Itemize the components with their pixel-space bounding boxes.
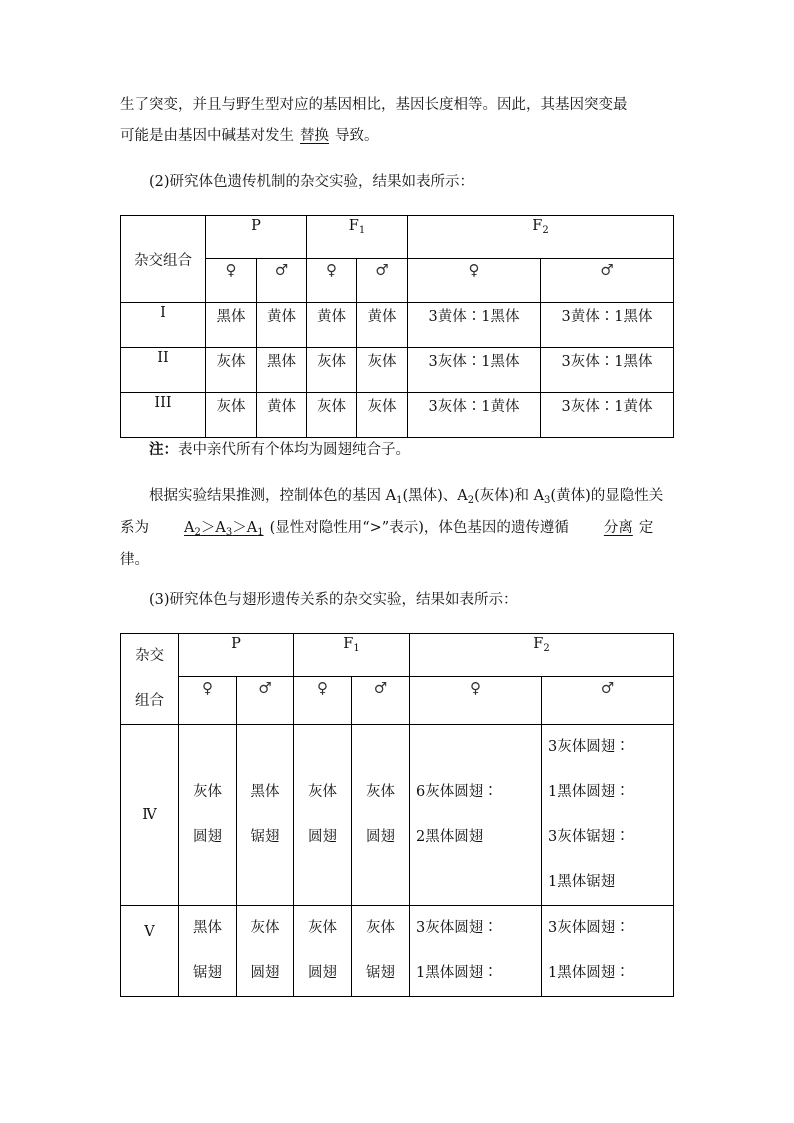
male-icon: ♂	[373, 679, 388, 697]
cell-line: 锯翅	[366, 965, 396, 981]
cell-p-female	[179, 906, 237, 997]
cell-line: 3灰体圆翅∶	[416, 920, 498, 936]
intro-text-1: 生了突变，并且与野生型对应的基因相比，基因长度相等。因此，其基因突变最	[120, 97, 628, 113]
cell-line: 3灰体锯翅∶	[548, 829, 630, 845]
male-icon: ♂	[600, 679, 615, 697]
female-icon: ♀	[468, 261, 480, 279]
answer-sub: 2	[194, 527, 201, 538]
conclusion-text: (显性对隐性用“>”表示)，体色基因的遗传遵循	[269, 520, 569, 536]
female-icon: ♀	[202, 679, 213, 697]
cell-line: 6灰体圆翅∶	[416, 784, 498, 800]
intro-text-2: 可能是由基因中碱基对发生	[120, 128, 294, 144]
conclusion-text: (黄体)的显隐	[550, 488, 635, 504]
table-row	[121, 393, 674, 438]
cell-line: 圆翅	[308, 965, 338, 981]
row-id: II	[121, 348, 206, 393]
cell-line: 1黑体圆翅∶	[416, 965, 498, 981]
male-icon: ♂	[600, 261, 614, 279]
male-icon: ♂	[375, 261, 389, 279]
cell-f2-male: 3灰体∶1黄体	[541, 393, 674, 438]
conclusion-text: (黑体)、A	[402, 488, 468, 504]
male-symbol	[257, 259, 307, 303]
cell-f1-male: 灰体	[357, 348, 408, 393]
q2-heading-text: (2)研究体色遗传机制的杂交实验，结果如表所示：	[149, 174, 475, 190]
cell-f2-female: 3灰体∶1黑体	[408, 348, 541, 393]
intro-text-3: 导致。	[335, 128, 379, 144]
cell-line: 灰体	[308, 784, 338, 800]
conclusion-text: 定律。	[120, 520, 654, 568]
cell-f2-female	[410, 725, 542, 906]
q3-heading-text: (3)研究体色与翅形遗传关系的杂交实验，结果如表所示：	[149, 592, 518, 608]
q3-header-p-text: P	[231, 636, 241, 652]
q2-header-group	[121, 216, 206, 303]
cell-line: 3灰体圆翅∶	[548, 920, 630, 936]
cell-line: 1黑体圆翅∶	[548, 965, 630, 981]
cell-line: 灰体	[366, 920, 396, 936]
q3-header-group-line: 组合	[135, 693, 164, 709]
cell-p-male: 黄体	[257, 303, 307, 348]
cell-line: 2黑体圆翅	[416, 829, 484, 845]
male-symbol	[352, 677, 410, 725]
cell-line: 灰体	[250, 920, 280, 936]
conclusion-text: 性关系为	[120, 488, 664, 536]
cell-line: 3灰体圆翅∶	[548, 739, 630, 755]
cell-line: 锯翅	[250, 829, 280, 845]
cell-f1-male	[352, 725, 410, 906]
q3-header-f1	[294, 634, 410, 677]
q2-header-row-1	[121, 216, 674, 259]
female-icon: ♀	[225, 261, 237, 279]
cell-line: 圆翅	[193, 829, 222, 845]
q2-header-group-text: 杂交组合	[134, 252, 192, 269]
cell-f1-female	[294, 725, 352, 906]
cell-p-female	[179, 725, 237, 906]
female-symbol	[179, 677, 237, 725]
female-icon: ♀	[326, 261, 337, 279]
note-text: 表中亲代所有个体均为圆翅纯合子。	[178, 442, 410, 458]
cell-f1-female: 黄体	[307, 303, 357, 348]
q3-table	[120, 633, 674, 997]
male-icon: ♂	[274, 261, 289, 279]
female-symbol	[206, 259, 257, 303]
cell-line: 锯翅	[193, 965, 222, 981]
cell-f2-female: 3灰体∶1黄体	[408, 393, 541, 438]
q2-heading	[120, 167, 675, 197]
female-symbol	[408, 259, 541, 303]
q3-header-row-2	[121, 677, 674, 725]
table-row	[121, 303, 674, 348]
q3-header-f2-text: F	[533, 636, 544, 652]
cell-line: 圆翅	[366, 829, 396, 845]
q2-table	[120, 215, 674, 438]
cell-f2-male	[542, 906, 674, 997]
cell-f2-female: 3黄体∶1黑体	[408, 303, 541, 348]
table-row	[121, 906, 674, 997]
row-id	[121, 725, 179, 906]
male-symbol	[542, 677, 674, 725]
table-row	[121, 348, 674, 393]
note-label: 注：	[149, 441, 178, 458]
row-id-text: Ⅴ	[144, 924, 155, 940]
intro-line-2	[120, 121, 675, 151]
q2-header-p-text: P	[251, 218, 261, 234]
cell-p-male	[237, 725, 294, 906]
male-symbol	[237, 677, 294, 725]
cell-f1-male	[352, 906, 410, 997]
cell-line: 1黑体圆翅∶	[548, 784, 630, 800]
male-symbol	[357, 259, 408, 303]
cell-line: 灰体	[193, 784, 222, 800]
female-symbol	[410, 677, 542, 725]
cell-p-female: 黑体	[206, 303, 257, 348]
row-id-text: Ⅳ	[142, 807, 157, 823]
cell-f1-male: 黄体	[357, 303, 408, 348]
q2-conclusion	[120, 480, 675, 576]
female-symbol	[307, 259, 357, 303]
row-id: III	[121, 393, 206, 438]
answer-part: A	[184, 520, 195, 536]
q2-header-f2-text: F	[532, 218, 543, 234]
cell-line: 黑体	[250, 784, 280, 800]
q3-header-f1-sub: 1	[353, 643, 360, 654]
q2-note	[120, 435, 675, 465]
cell-line: 灰体	[308, 920, 338, 936]
q3-header-group-line: 杂交	[135, 648, 164, 664]
cell-line: 圆翅	[250, 965, 280, 981]
cell-line: 灰体	[366, 784, 396, 800]
cell-f2-male: 3灰体∶1黑体	[541, 348, 674, 393]
q2-header-p	[206, 216, 307, 259]
conclusion-sub: 2	[467, 495, 475, 506]
q2-header-f1-sub: 1	[358, 225, 366, 236]
conclusion-sub: 3	[544, 495, 551, 506]
cell-line: 圆翅	[308, 829, 338, 845]
q3-header-p	[179, 634, 294, 677]
female-icon: ♀	[317, 679, 328, 697]
q2-header-f2-sub: 2	[542, 225, 549, 236]
q3-heading	[120, 585, 675, 615]
conclusion-sub: 1	[396, 495, 403, 506]
answer-part: ＞A	[200, 520, 226, 536]
q2-header-f1	[307, 216, 408, 259]
row-id: I	[121, 303, 206, 348]
answer-blank-mutation: 替换	[300, 128, 329, 144]
q3-header-f2-sub: 2	[543, 643, 550, 654]
male-icon: ♂	[258, 679, 272, 697]
conclusion-text: (灰体)和 A	[474, 488, 545, 504]
female-symbol	[294, 677, 352, 725]
q3-header-row-1	[121, 634, 674, 677]
male-symbol	[541, 259, 674, 303]
cell-f2-female	[410, 906, 542, 997]
table-row	[121, 725, 674, 906]
conclusion-text: 根据实验结果推测，控制体色的基因 A	[149, 488, 397, 504]
row-id	[121, 906, 179, 997]
answer-sub: 3	[225, 527, 233, 538]
cell-f1-male: 灰体	[357, 393, 408, 438]
answer-blank-dominance	[149, 512, 270, 544]
answer-sub: 1	[257, 527, 264, 538]
cell-p-female: 灰体	[206, 393, 257, 438]
answer-part: ＞A	[232, 520, 258, 536]
cell-line: 1黑体锯翅	[548, 874, 616, 890]
q2-header-f2	[408, 216, 674, 259]
cell-f1-female: 灰体	[307, 393, 357, 438]
cell-f1-female: 灰体	[307, 348, 357, 393]
q3-header-f1-text: F	[343, 636, 354, 652]
cell-p-male	[237, 906, 294, 997]
cell-f2-male: 3黄体∶1黑体	[541, 303, 674, 348]
intro-line-1	[120, 90, 675, 120]
cell-p-female: 灰体	[206, 348, 257, 393]
q3-header-group	[121, 634, 179, 725]
answer-blank-law: 分离	[603, 520, 633, 536]
cell-line: 黑体	[193, 920, 222, 936]
q3-header-f2	[410, 634, 674, 677]
cell-p-male: 黄体	[257, 393, 307, 438]
female-icon: ♀	[470, 679, 481, 697]
cell-p-male: 黑体	[257, 348, 307, 393]
cell-f2-male	[542, 725, 674, 906]
cell-f1-female	[294, 906, 352, 997]
q2-header-f1-text: F	[348, 218, 359, 234]
